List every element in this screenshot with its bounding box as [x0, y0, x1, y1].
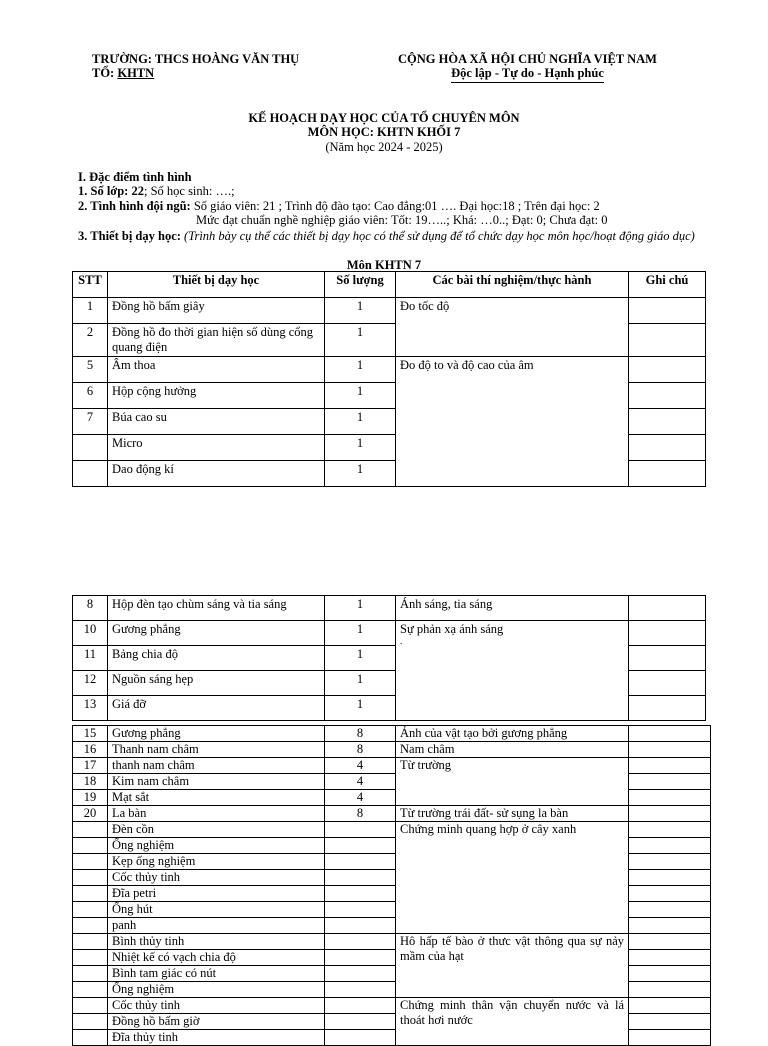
school-name: TRƯỜNG: THCS HOÀNG VĂN THỤ — [92, 52, 300, 66]
equipment-table-3 — [72, 725, 711, 1046]
cell-qty: 1 — [325, 324, 396, 357]
cell-stt — [73, 870, 108, 886]
table-row — [73, 822, 711, 838]
cell-stt — [73, 998, 108, 1014]
equipment-label: 3. Thiết bị dạy học: — [78, 229, 181, 243]
table-row — [73, 298, 706, 324]
cell-qty: 8 — [325, 742, 396, 758]
cell-device: Ống nghiệm — [108, 838, 325, 854]
table-row — [73, 621, 706, 646]
cell-device: Gương phẳng — [108, 621, 325, 646]
cell-note — [629, 790, 711, 806]
page-title: KẾ HOẠCH DẠY HỌC CỦA TỔ CHUYÊN MÔN — [248, 111, 520, 125]
cell-note — [629, 854, 711, 870]
experiment-mark: . — [400, 636, 403, 646]
cell-device: Kẹp ống nghiệm — [108, 854, 325, 870]
cell-note — [629, 696, 706, 721]
cell-note — [629, 902, 711, 918]
col-header-notes: Ghi chú — [629, 272, 706, 298]
cell-qty — [325, 838, 396, 854]
cell-stt: 5 — [73, 357, 108, 383]
equipment-table-2 — [72, 595, 706, 721]
table-row — [73, 357, 706, 383]
cell-note — [629, 774, 711, 790]
subject-title: MÔN HỌC: KHTN KHỐI 7 — [307, 125, 461, 139]
cell-stt — [73, 918, 108, 934]
cell-note — [629, 950, 711, 966]
cell-qty: 1 — [325, 696, 396, 721]
cell-device: Kim nam châm — [108, 774, 325, 790]
group-prefix: TỔ: — [92, 66, 118, 80]
cell-qty: 8 — [325, 726, 396, 742]
table-row — [73, 726, 711, 742]
cell-device: Búa cao su — [108, 409, 325, 435]
cell-stt: 7 — [73, 409, 108, 435]
cell-note — [629, 1030, 711, 1046]
country-name: CỘNG HÒA XÃ HỘI CHỦ NGHĨA VIỆT NAM — [398, 52, 657, 66]
cell-stt — [73, 1030, 108, 1046]
cell-stt — [73, 1014, 108, 1030]
cell-qty — [325, 854, 396, 870]
cell-qty: 1 — [325, 435, 396, 461]
cell-experiment: Đo tốc độ — [396, 298, 629, 357]
cell-qty: 1 — [325, 461, 396, 487]
section-heading: I. Đặc điểm tình hình — [78, 170, 192, 184]
cell-stt — [73, 934, 108, 950]
cell-qty: 4 — [325, 758, 396, 774]
cell-experiment: Hô hấp tế bào ở thưc vật thông qua sự nảy mầm của hạt — [396, 934, 629, 998]
equipment-table-1 — [72, 271, 706, 487]
cell-qty — [325, 886, 396, 902]
experiment-text: Sự phản xạ ánh sáng — [400, 622, 504, 636]
cell-qty — [325, 870, 396, 886]
cell-stt: 12 — [73, 671, 108, 696]
cell-stt: 15 — [73, 726, 108, 742]
cell-device: thanh nam châm — [108, 758, 325, 774]
equipment-line — [78, 229, 695, 243]
cell-stt — [73, 838, 108, 854]
cell-stt — [73, 966, 108, 982]
cell-qty — [325, 822, 396, 838]
cell-stt: 20 — [73, 806, 108, 822]
cell-stt — [73, 886, 108, 902]
group-name: KHTN — [117, 66, 155, 80]
cell-device: Thanh nam châm — [108, 742, 325, 758]
cell-note — [629, 758, 711, 774]
cell-device: Đĩa thủy tinh — [108, 1030, 325, 1046]
cell-stt: 17 — [73, 758, 108, 774]
motto: Độc lập - Tự do - Hạnh phúc — [451, 66, 604, 83]
cell-experiment: Ảnh của vật tạo bởi gương phẳng — [396, 726, 629, 742]
cell-qty: 1 — [325, 383, 396, 409]
cell-stt: 10 — [73, 621, 108, 646]
cell-qty: 1 — [325, 409, 396, 435]
cell-note — [629, 966, 711, 982]
cell-note — [629, 870, 711, 886]
cell-qty — [325, 982, 396, 998]
cell-note — [629, 435, 706, 461]
cell-note — [629, 1014, 711, 1030]
cell-note — [629, 461, 706, 487]
class-count-line — [78, 184, 235, 198]
cell-note — [629, 838, 711, 854]
cell-experiment: Chứng minh thân vận chuyển nước và lá thoát hơi nước — [396, 998, 629, 1046]
table-header-row — [73, 272, 706, 298]
cell-note — [629, 998, 711, 1014]
cell-device: Hộp cộng hưởng — [108, 383, 325, 409]
cell-qty — [325, 950, 396, 966]
school-year: (Năm học 2024 - 2025) — [325, 140, 443, 154]
cell-qty — [325, 918, 396, 934]
motto-line — [380, 66, 675, 80]
cell-experiment: Ánh sáng, tia sáng — [396, 596, 629, 621]
cell-stt — [73, 461, 108, 487]
cell-stt — [73, 982, 108, 998]
table-row — [73, 758, 711, 774]
table-row — [73, 998, 711, 1014]
cell-device: Đồng hồ đo thời gian hiện số dùng cổng quang điện — [108, 324, 325, 357]
cell-note — [629, 383, 706, 409]
class-count-label: 1. Số lớp: 22 — [78, 184, 144, 198]
table-row — [73, 806, 711, 822]
cell-experiment: Từ trường trái đất- sử sụng la bàn — [396, 806, 629, 822]
cell-note — [629, 298, 706, 324]
group-line — [92, 66, 154, 80]
cell-qty — [325, 1030, 396, 1046]
cell-device: Đồng hồ bấm giây — [108, 298, 325, 324]
cell-device: La bàn — [108, 806, 325, 822]
cell-note — [629, 742, 711, 758]
col-header-experiments: Các bài thí nghiệm/thực hành — [396, 272, 629, 298]
cell-stt: 8 — [73, 596, 108, 621]
cell-device: Ống nghiệm — [108, 982, 325, 998]
col-header-device: Thiết bị dạy học — [108, 272, 325, 298]
cell-note — [629, 886, 711, 902]
cell-experiment — [396, 621, 629, 721]
cell-device: Giá đỡ — [108, 696, 325, 721]
cell-device: Mạt sắt — [108, 790, 325, 806]
cell-stt: 19 — [73, 790, 108, 806]
cell-note — [629, 409, 706, 435]
cell-qty — [325, 1014, 396, 1030]
cell-experiment: Từ trường — [396, 758, 629, 806]
staff-text: Số giáo viên: 21 ; Trình độ đào tạo: Cao đẳng:01 …. Đại học:18 ; Trên đại học: 2 — [190, 199, 600, 213]
cell-device: Đĩa petri — [108, 886, 325, 902]
cell-note — [629, 806, 711, 822]
cell-stt: 16 — [73, 742, 108, 758]
standard-line: Mức đạt chuẩn nghề nghiệp giáo viên: Tốt: 19…..; Khá: …0..; Đạt: 0; Chưa đạt: 0 — [196, 213, 608, 227]
col-header-stt: STT — [73, 272, 108, 298]
cell-qty: 1 — [325, 357, 396, 383]
cell-stt — [73, 950, 108, 966]
cell-experiment: Đo độ to và độ cao của âm — [396, 357, 629, 487]
cell-note — [629, 982, 711, 998]
col-header-qty: Số lượng — [325, 272, 396, 298]
cell-note — [629, 918, 711, 934]
cell-device: Nhiệt kế có vạch chia độ — [108, 950, 325, 966]
cell-device: Gương phẳng — [108, 726, 325, 742]
table-title: Môn KHTN 7 — [346, 258, 422, 272]
cell-device: Nguồn sáng hẹp — [108, 671, 325, 696]
cell-stt: 18 — [73, 774, 108, 790]
table-row — [73, 934, 711, 950]
cell-stt: 6 — [73, 383, 108, 409]
cell-stt — [73, 854, 108, 870]
cell-device: Cốc thủy tinh — [108, 870, 325, 886]
cell-device: Micro — [108, 435, 325, 461]
cell-device: Bảng chia độ — [108, 646, 325, 671]
cell-qty: 4 — [325, 774, 396, 790]
cell-stt — [73, 435, 108, 461]
cell-device: Cốc thủy tinh — [108, 998, 325, 1014]
cell-qty: 1 — [325, 671, 396, 696]
cell-device: Bình tam giác có nút — [108, 966, 325, 982]
cell-note — [629, 357, 706, 383]
table-row — [73, 596, 706, 621]
cell-stt: 11 — [73, 646, 108, 671]
cell-qty: 4 — [325, 790, 396, 806]
cell-device: Bình thủy tinh — [108, 934, 325, 950]
staff-label: 2. Tình hình đội ngũ: — [78, 199, 191, 213]
cell-stt: 13 — [73, 696, 108, 721]
cell-note — [629, 934, 711, 950]
cell-note — [629, 726, 711, 742]
cell-device: Âm thoa — [108, 357, 325, 383]
cell-qty — [325, 902, 396, 918]
cell-stt — [73, 822, 108, 838]
table-row — [73, 742, 711, 758]
cell-stt: 2 — [73, 324, 108, 357]
cell-qty — [325, 934, 396, 950]
cell-note — [629, 671, 706, 696]
cell-qty: 1 — [325, 596, 396, 621]
cell-note — [629, 621, 706, 646]
cell-note — [629, 822, 711, 838]
cell-stt: 1 — [73, 298, 108, 324]
cell-note — [629, 596, 706, 621]
equipment-text: (Trình bày cụ thể các thiết bị dạy học có thể sử dụng để tổ chức dạy học môn học/hoạt động giáo dục) — [180, 229, 695, 243]
cell-qty: 1 — [325, 621, 396, 646]
cell-device: Đồng hồ bấm giờ — [108, 1014, 325, 1030]
cell-experiment: Chứng minh quang hợp ở cây xanh — [396, 822, 629, 934]
cell-device: Đèn cồn — [108, 822, 325, 838]
cell-qty — [325, 998, 396, 1014]
cell-device: Dao động kí — [108, 461, 325, 487]
cell-qty: 1 — [325, 646, 396, 671]
cell-stt — [73, 902, 108, 918]
cell-device: panh — [108, 918, 325, 934]
staff-line — [78, 199, 600, 213]
cell-qty: 8 — [325, 806, 396, 822]
cell-device: Hộp đèn tạo chùm sáng và tia sáng — [108, 596, 325, 621]
cell-device: Ống hút — [108, 902, 325, 918]
cell-note — [629, 646, 706, 671]
cell-experiment: Nam châm — [396, 742, 629, 758]
cell-qty — [325, 966, 396, 982]
cell-note — [629, 324, 706, 357]
class-count-text: ; Số học sinh: ….; — [143, 184, 235, 198]
cell-qty: 1 — [325, 298, 396, 324]
